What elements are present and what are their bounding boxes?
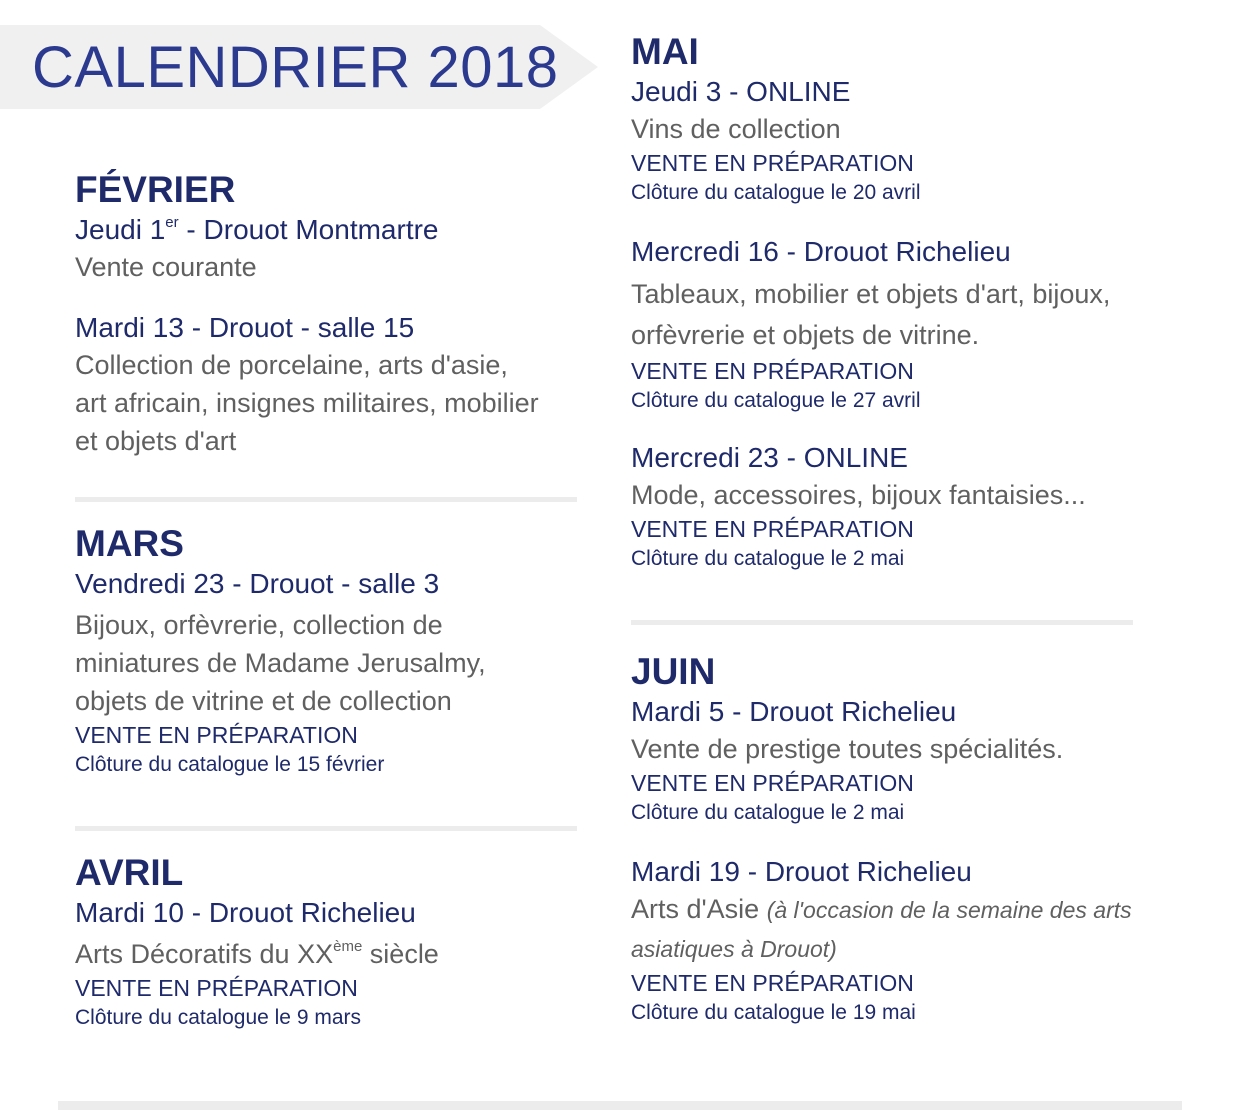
event (631, 440, 1191, 574)
closing-date: Clôture du catalogue le 20 avril (631, 181, 921, 204)
status-label: VENTE EN PRÉPARATION (631, 150, 914, 176)
event-description (75, 935, 585, 973)
month-title: JUIN (631, 651, 716, 692)
event-description: Vente de prestige toutes spécialités. (631, 734, 1064, 764)
event (631, 234, 1191, 416)
month-title: MAI (631, 31, 699, 72)
event-heading: Mercredi 16 - Drouot Richelieu (631, 236, 1011, 267)
event (631, 694, 1191, 828)
month-mars (75, 522, 585, 796)
event-description: Collection de porcelaine, arts d'asie, art africain, insignes militaires, mobilier et objets d'art (75, 350, 539, 456)
status-label: VENTE EN PRÉPARATION (631, 358, 914, 384)
page-title: CALENDRIER 2018 (32, 35, 559, 100)
status-label: VENTE EN PRÉPARATION (75, 975, 358, 1001)
event (75, 895, 585, 1033)
event-description: Vente courante (75, 252, 257, 282)
event-day: Jeudi 1 (75, 214, 166, 245)
event-description-part: siècle (362, 939, 439, 969)
month-juin (631, 650, 1191, 1044)
event-description: Vins de collection (631, 114, 841, 144)
event-venue: - Drouot Montmartre (178, 214, 439, 245)
event (631, 74, 1191, 208)
divider (631, 620, 1133, 625)
status-label: VENTE EN PRÉPARATION (631, 770, 914, 796)
closing-date: Clôture du catalogue le 2 mai (631, 801, 905, 824)
event-description: Mode, accessoires, bijoux fantaisies... (631, 480, 1086, 510)
event (75, 566, 585, 780)
month-mai (631, 30, 1191, 590)
closing-date: Clôture du catalogue le 9 mars (75, 1006, 361, 1029)
closing-date: Clôture du catalogue le 19 mai (631, 1001, 916, 1024)
event-heading: Mardi 19 - Drouot Richelieu (631, 856, 972, 887)
status-label: VENTE EN PRÉPARATION (631, 516, 914, 542)
month-title: FÉVRIER (75, 169, 236, 210)
closing-date: Clôture du catalogue le 2 mai (631, 547, 905, 570)
event (75, 310, 585, 460)
month-avril (75, 851, 585, 1049)
event-heading: Mardi 5 - Drouot Richelieu (631, 696, 957, 727)
closing-date: Clôture du catalogue le 15 février (75, 753, 385, 776)
event-description: Bijoux, orfèvrerie, collection de miniatures de Madame Jerusalmy, objets de vitrine et de collection (75, 610, 486, 716)
closing-date: Clôture du catalogue le 27 avril (631, 389, 921, 412)
event-description-part: Arts Décoratifs du XX (75, 939, 334, 969)
event-description: Tableaux, mobilier et objets d'art, bijoux, orfèvrerie et objets de vitrine. (631, 279, 1111, 350)
event (631, 854, 1191, 1028)
month-title: AVRIL (75, 852, 184, 893)
event-heading: Mercredi 23 - ONLINE (631, 442, 908, 473)
divider (75, 497, 577, 502)
event-note: (à l'occasion de la semaine des arts asiatiques à Drouot) (631, 897, 1132, 962)
status-label: VENTE EN PRÉPARATION (631, 970, 914, 996)
divider (75, 826, 577, 831)
month-fevrier (75, 168, 585, 476)
status-label: VENTE EN PRÉPARATION (75, 722, 358, 748)
event-heading: Mardi 10 - Drouot Richelieu (75, 897, 416, 928)
event (75, 212, 585, 286)
event-description-suffix: ème (333, 938, 363, 955)
bottom-divider (58, 1101, 1182, 1110)
event-heading (75, 212, 585, 248)
event-description (631, 890, 1181, 968)
event-day-suffix: er (165, 214, 179, 231)
month-title: MARS (75, 523, 184, 564)
event-heading: Jeudi 3 - ONLINE (631, 76, 851, 107)
event-heading: Mardi 13 - Drouot - salle 15 (75, 312, 415, 343)
event-description-part: Arts d'Asie (631, 894, 767, 924)
event-heading: Vendredi 23 - Drouot - salle 3 (75, 568, 440, 599)
